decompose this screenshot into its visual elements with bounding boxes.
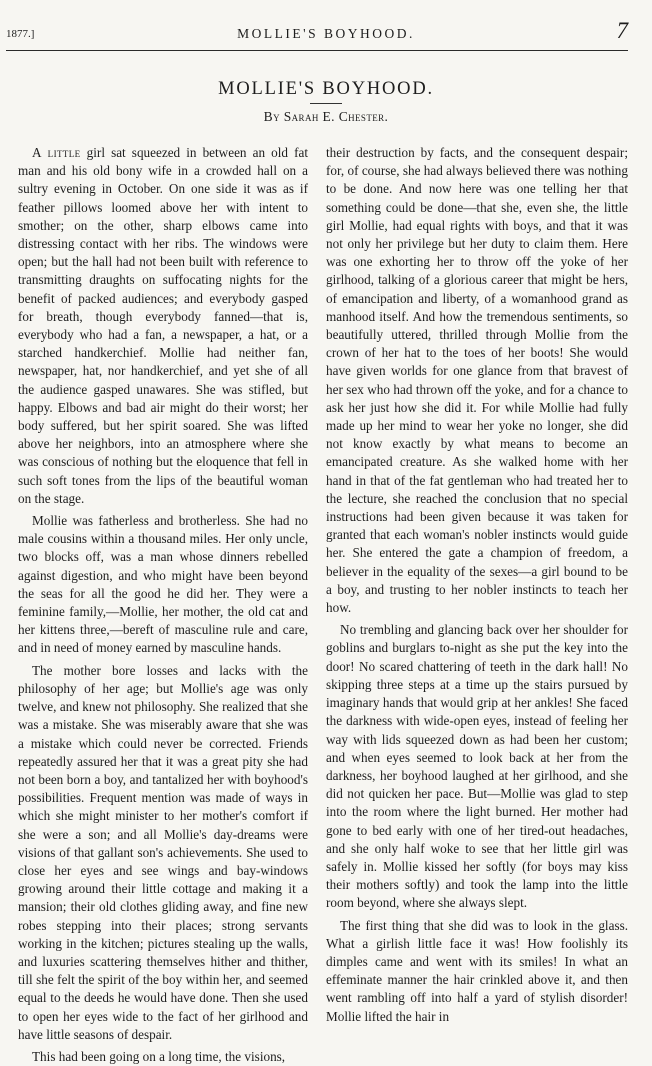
byline: By Sarah E. Chester.: [263, 109, 389, 124]
left-column: [18, 144, 308, 1066]
running-head: [0, 18, 652, 48]
issue-date: 1877.]: [6, 28, 35, 40]
page-number: 7: [616, 18, 628, 43]
lead-in: A little: [32, 145, 81, 160]
paragraph: The first thing that she did was to look in the glass. What a girlish little face it was! How foolishly its dimples came and went with its smiles! In what an effeminate manner the hair crinkled above it, and then went rambling off into half a yard of stylish disorder! Mollie lifted the hair in: [326, 917, 628, 1024]
article-title: MOLLIE'S BOYHOOD.: [218, 79, 434, 99]
paragraph: This had been going on a long time, the visions,: [32, 1048, 286, 1064]
paragraph: A little girl sat squeezed in between an old fat man and his old bony wife in a crowded hall on a sultry evening in October. On one side it was as if feather pillows loomed above her with intent to smother; on the other, sharp elbows came into distressing contact with her ribs. The windows were open; but the hall had not been built with reference to transmitting draughts on suffocating nights for the benefit of packed audiences; and everybody gasped for breath, though everybody fanned—that is, everybody who had a fan, a newspaper, a hat, or a starched handkerchief. Mollie had neither fan, newspaper, hat, nor handkerchief, and yet she of all the audience gasped unawares. She was stifled, but happy. Elbows and bad air might do their worst; her body suffered, but her spirit soared. She was lifted above her neighbors, into an atmosphere where she was conscious of nothing but the eloquence that fell in such soft tones from the lips of the beautiful woman on the stage.: [18, 145, 308, 506]
right-column: [326, 144, 628, 1026]
paragraph: The mother bore losses and lacks with the philosophy of her age; but Mollie's age was only twelve, and knew not philosophy. She realized that she was a mistake. She was miserably aware that she was a mistake which could never be corrected. Friends repeatedly assured her that it was a great pity she had not been born a boy, and tantalized her with boyhood's possibilities. Frequent mention was made of ways in which she might minister to her mother's comfort if she were a son; and all Mollie's day-dreams were visions of that gallant son's achievements. She used to close her eyes and see wings and bay-windows growing around their little cottage and making it a mansion; their old clothes gliding away, and fine new robes stepping into their places; strong servants working in the kitchen; pictures stealing up the walls, and luxuries scattering themselves hither and thither, till she felt the spirit of the boy within her, and seemed equal to the deeds he would have done. Then she used to open her eyes wide to the fact of her girlhood and have little seasons of despair.: [18, 662, 308, 1042]
paragraph: No trembling and glancing back over her shoulder for goblins and burglars to-night as she put the key into the door! No scared chattering of teeth in the dark hall! No skipping three steps at a time up the stairs pursued by imaginary hands that would grip at her ankles! She faced the darkness with wide-open eyes, instead of feeling her way with lids squeezed down as had been her custom; and when eyes seemed to look back at her from the darkness, her boyhood laughed at her girlhood, and she did not quicken her pace. But—Mollie was glad to step into the room where the light burned. Her mother had gone to bed early with one of her tired-out headaches, and she only half woke to see that her little girl was safely in. Mollie kissed her softly (for boys may kiss their mothers softly) and took the lamp into the little room beyond, where she always slept.: [326, 622, 628, 911]
paragraph: Mollie was fatherless and brotherless. She had no male cousins within a thousand miles. Her only uncle, two blocks off, was a man whose dinners rebelled against digestion, and who might have been beyond the seas for all the good he did her. They were a feminine family,—Mollie, her mother, the old cat and her kittens three,—bereft of masculine rule and care, and in need of money earned by masculine hands.: [18, 513, 308, 656]
paragraph-continued: their destruction by facts, and the consequent despair; for, of course, she had always believed there was nothing to be done. And now here was one telling her that something could be done—that she, even she, the little girl Mollie, had equal rights with boys, and that it was not only her privilege but her duty to claim them. Here was one exhorting her to throw off the yoke of her girlhood, talking of a glorious career that might be hers, of emancipation and liberty, of a womanhood grand as manhood itself. And how the tremendous sentiments, so beautifully uttered, thrilled through Mollie from the crown of her hat to the toes of her boots! She would have given worlds for one glance from that bravest of her sex who had thrown off the yoke, and for a chance to ask her just how she did it. For while Mollie had fully made up her mind to wear her yoke no longer, she did not know exactly by what means to become an emancipated creature. As she walked home with her hand in that of the fat gentleman who had treated her to the lecture, she reached the conclusion that no special instructions had been given because it was taken for granted that each woman's nobler instincts would guide her. She entered the gate a champion of freedom, a believer in the equality of the sexes—a girl bound to be a boy, and trusting to her nobler instincts to teach her how.: [326, 145, 628, 616]
running-title: MOLLIE'S BOYHOOD.: [237, 26, 415, 41]
title-divider: [310, 103, 342, 104]
header-rule: [6, 50, 628, 51]
